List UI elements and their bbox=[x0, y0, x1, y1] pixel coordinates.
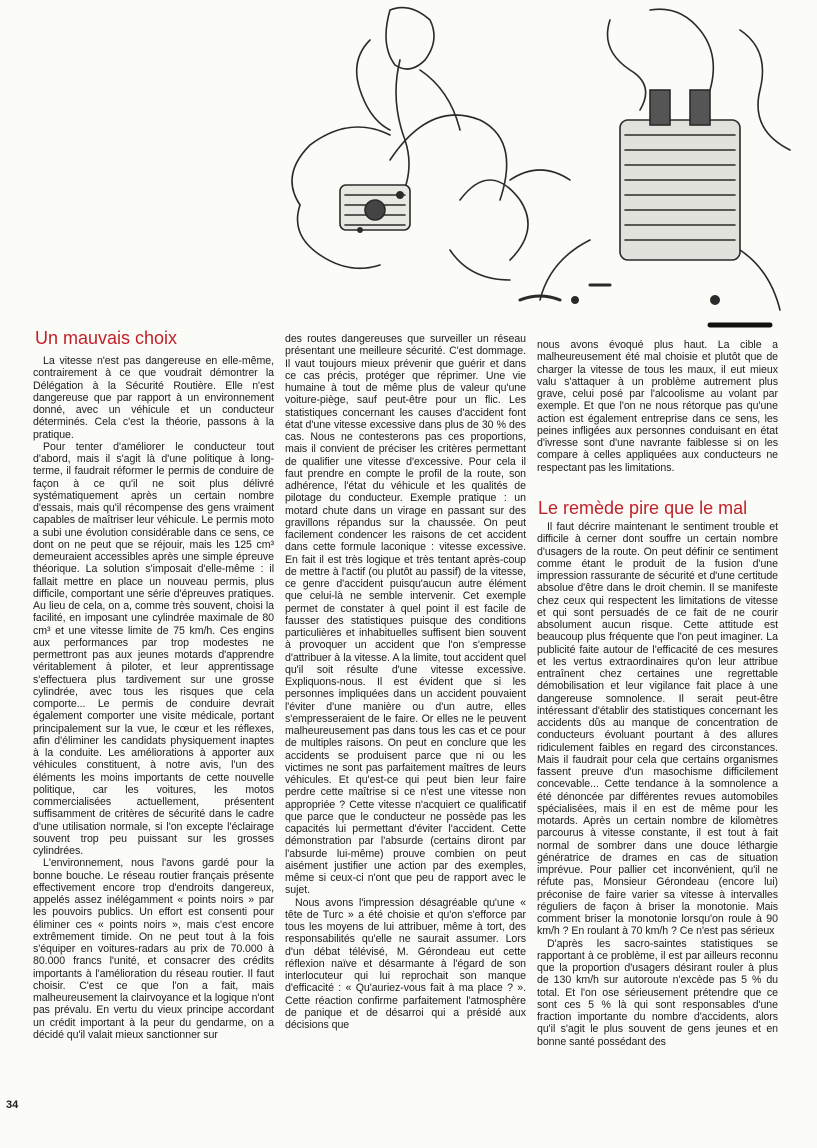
page-number: 34 bbox=[6, 1099, 19, 1111]
paragraph: des routes dangereuses que surveiller un réseau présentant une meilleure sécurité. C'est dommage. Il vaut toujours mieux prévenir que guérir et dans ce cas précis, protéger que réprimer. Une vie humaine à tout de même plus de valeur qu'une voiture-piège, sauf peut-être pour un flic. Les statistiques concernant les causes d'accident font état d'une vitesse excessive dans plus de 30 % des cas. Nous ne contesterons pas ces proportions, mais il convient de préciser les critères permettant de qualifier une vitesse d'excessive. Pour cela il faut prendre en compte le profil de la route, son adhérence, l'état du véhicule et les qualités de pilotage du conducteur. Exemple pratique : un motard chute dans un virage en passant sur des gravillons répandus sur la chaussée. On peut facilement condencer les raisons de cet accident dans cette formule laconique : vitesse excessive. En fait il est très logique et très tentant après-coup de mettre à l'actif (ou plutôt au passif) de la vitesse, ce genre d'accident puisqu'aucun autre élément que celui-là ne semble intervenir. Cet exemple permet de constater à quel point il est facile de fausser des statistiques puisque des conditions particulières et inhabituelles suffisent bien souvent à provoquer un accident que l'on s'empresse d'attribuer à la vitesse. A la limite, tout accident quel qu'il soit résulte d'une vitesse excessive. Expliquons-nous. Il est évident que si les personnes impliquées dans un accident pouvaient l'éviter d'une manière ou d'un autre, elles s'empresseraient de le faire. Or elles ne le peuvent malheureusement pas dans tous les cas et ce pour de multiples raisons. On peut en conclure que les accidents se produisent parce que ni ou les victimes ne sont pas parfaitement maîtres de leurs véhicules. Et qu'est-ce qui peut bien leur faire perdre cette maîtrise si ce n'est une vitesse non appropriée ? Cette vitesse n'acquiert ce qualificatif que parce que le conducteur ne possède pas les capacités lui permettant d'éviter l'accident. Cette démonstration par l'absurde (certains diront par l'absurde lui-même) prouve combien on peut aisément justifier une action par des exemples, même si ceux-ci n'ont que peu de rapport avec le sujet. bbox=[285, 333, 526, 897]
paragraph: Nous avons l'impression désagréable qu'une « tête de Turc » a été choisie et qu'on s'efforce par tous les moyens de lui attribuer, même à tort, des responsabilités qu'elle ne saurait assumer. Lors d'un débat télévisé, M. Gérondeau eut cette réflexion naïve et désarmante à l'égard de son interlocuteur qui lui reprochait son manque d'efficacité : « Qu'auriez-vous fait à ma place ? ». Cette réaction confirme parfaitement l'atmosphère de panique et de désarroi qui a présidé aux décisions que bbox=[285, 896, 526, 1031]
paragraph: D'après les sacro-saintes statistiques se rapportant à ce problème, il est par ailleurs reconnu que la proportion d'usagers désirant rouler à plus de 130 km/h sur autoroute n'excède pas 5 % du total. Et l'on ose sérieusement prétendre que ce sont ces 5 % là qui sont responsables d'une fraction importante du nombre d'accidents, alors qu'il s'agit le plus souvent de gens jeunes et en bonne santé possédant des bbox=[537, 937, 778, 1048]
text-column-right-lower bbox=[537, 521, 778, 1048]
engine-illustration bbox=[240, 0, 817, 335]
section-heading-remede: Le remède pire que le mal bbox=[538, 498, 748, 518]
section-heading-mauvais-choix: Un mauvais choix bbox=[35, 328, 178, 348]
paragraph: La vitesse n'est pas dangereuse en elle-même, contrairement à ce que voudrait démontrer la Délégation à la Sécurité Routière. Elle n'est dangereuse que par rapport à un environnement donné, avec un véhicule et un conducteur déterminés. Cela c'est la théorie, passons à la pratique. bbox=[33, 355, 274, 441]
paragraph: nous avons évoqué plus haut. La cible a malheureusement été mal choisie et plutôt que de charger la vitesse de tous les maux, il eut mieux valu s'attaquer à un problème autrement plus grave, celui posé par l'alcoolisme au volant par exemple. Et que l'on ne nous rétorque pas qu'une action est également entreprise dans ce sens, les peines infligées aux personnes conduisant en état d'ivresse sont d'une navrante faiblesse si on les compare à celles appliquées aux conducteurs ne respectant pas les limitations. bbox=[537, 339, 778, 474]
text-column-left bbox=[33, 355, 274, 1041]
text-column-middle bbox=[285, 333, 526, 1031]
text-column-right bbox=[537, 339, 778, 474]
paragraph: L'environnement, nous l'avons gardé pour la bonne bouche. Le réseau routier français présente effectivement encore trop d'endroits dangereux, appelés assez inélégamment « points noirs » par les pouvoirs publics. Un effort est consenti pour éliminer ces « points noirs », mais c'est encore extrêmement timide. On ne peut tout à la fois s'équiper en voitures-radars au prix de 70.000 à 80.000 francs l'unité, et consacrer des crédits importants à l'amélioration du réseau routier. Il faut choisir. C'est ce que l'on a fait, mais malheureusement la clairvoyance et la logique n'ont pas prévalu. En vertu du vieux principe accordant un crédit important à la peur du gendarme, on a décidé qu'il valait mieux sanctionner sur bbox=[33, 857, 274, 1041]
paragraph: Il faut décrire maintenant le sentiment trouble et difficile à cerner dont souffre un certain nombre d'usagers de la route. On peut définir ce sentiment comme étant le produit de la fusion d'une impression rassurante de sécurité et d'une certitude absolue d'être dans le droit chemin. Il se manifeste chez ceux qui respectent les limitations de vitesse et qui sont persuadés de ce fait de ne courir absolument aucun risque. Cette attitude est beaucoup plus fréquente que l'on peut imaginer. La publicité faite autour de l'efficacité de ces mesures et les vertus extraordinaires qu'on leur attribue entraînent chez certaines une regrettable démobilisation et leur vigilance fait place à une dangereuse somnolence. Il serait peut-être intéressant d'établir des statistiques concernant les accidents dûs au manque de concentration de conducteurs évoluant pourtant à des allures ridiculement faibles en regard des circonstances. Mais il faudrait pour cela que certains organismes fassent preuve d'un masochisme difficilement concevable... Cette tendance à la somnolence a été dénoncée par différentes revues automobiles spécialisées, mais il en est de même pour les motards. Après un certain nombre de kilomètres parcourus à vitesse constante, il est tout à fait normal de sombrer dans une douce léthargie génératrice de drames en cas de situation imprévue. Pour pallier cet inconvénient, qu'il ne réfute pas, Monsieur Gérondeau (encore lui) préconise de faire varier sa vitesse à intervalles réguliers de façon à briser la monotonie. Mais comment briser la monotonie lorsqu'on roule à 90 km/h ? En roulant à 70 km/h ? Ce n'est pas sérieux bbox=[537, 521, 778, 938]
paragraph: Pour tenter d'améliorer le conducteur tout d'abord, mais il s'agit là d'une politique à long-terme, il faudrait réformer le permis de conduire de façon à ce qu'il ne soit plus délivré systématiquement après un certain nombre d'essais, mais qu'il récompense des gens vraiment capables de maîtriser leur véhicule. Le permis moto a subi une évolution considérable dans ce sens, ce dont on ne peut que se réjouir, mais les 125 cm³ demeuraient accessibles après une simple épreuve théorique. La solution s'imposait d'elle-même : il fallait mettre en place un nouveau permis, plus difficile, comportant une série d'épreuves pratiques. Au lieu de cela, on a, comme très souvent, choisi la facilité, en imposant une cylindrée maximale de 80 cm³ et une vitesse limite de 75 km/h. Ces engins aux performances par trop modestes ne permettront pas aux jeunes motards d'apprendre véritablement à piloter, et leur apprentissage s'effectuera plus tardivement sur une grosse cylindrée, avec tous les risques que cela comporte... Le permis de conduire devrait également comporter une visite médicale, portant principalement sur la vue, le cœur et les réflexes, afin d'éliminer les candidats physiquement inaptes à la conduite. Les améliorations à apporter aux véhicules constituent, à notre avis, l'un des éléments les moins importants de cette nouvelle politique, car les voitures, les motos commercialisées actuellement, présentent suffisamment de critères de sécurité dans le cadre d'une utilisation normale, si l'on excepte l'éclairage souvent trop peu puissant sur les grosses cylindrées. bbox=[33, 440, 274, 857]
